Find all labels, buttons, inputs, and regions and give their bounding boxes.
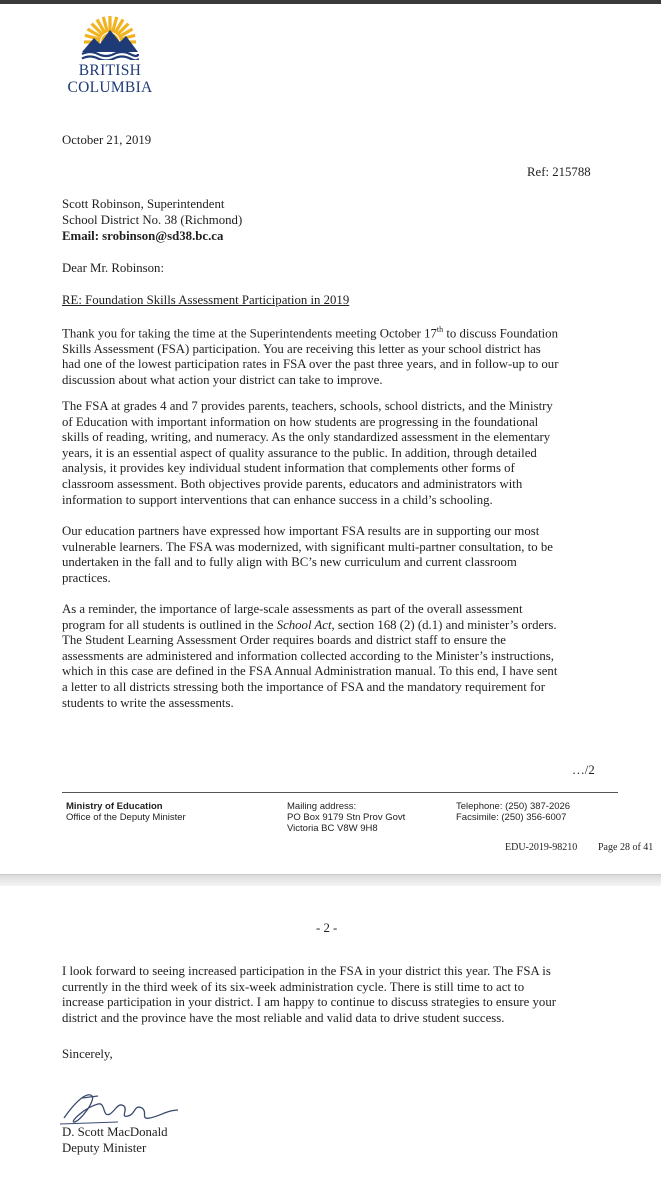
footer-mailing-line2: Victoria BC V8W 9H8: [287, 823, 378, 834]
paragraph-line: analysis, it provides key individual student information that complements other forms of: [62, 461, 515, 476]
paragraph-1: [62, 322, 622, 389]
text-run: , section 168 (2) (d.1) and minister’s orders.: [331, 617, 557, 632]
paragraph-line: I look forward to seeing increased participation in the FSA in your district this year. The FSA is: [62, 964, 551, 978]
paragraph-line: assessments are administered and information collected according to the Minister’s instructions,: [62, 648, 554, 663]
paragraph-line: classroom assessment. Both objectives provide parents, educators and administrators with: [62, 476, 523, 491]
paragraph-line: students to write the assessments.: [62, 695, 234, 710]
paragraph-line: district and the province have the most reliable and valid data to drive student success.: [62, 1010, 505, 1025]
letter-page-1: [0, 4, 661, 874]
document-id: EDU-2019-98210: [505, 842, 578, 853]
paragraph-line: information to support interventions that can enhance success in a child’s schooling.: [62, 492, 493, 507]
closing-paragraph: [62, 964, 622, 1026]
paragraph-2: [62, 399, 622, 508]
salutation: Dear Mr. Robinson:: [62, 261, 165, 275]
paragraph-line: Skills Assessment (FSA) participation. You are receiving this letter as your school district has: [62, 341, 541, 356]
paragraph-4: [62, 602, 622, 711]
letter-page-2: [0, 886, 661, 1200]
page-separator: [0, 874, 661, 886]
paragraph-line: which in this case are defined in the FSA Annual Administration manual. To this end, I have sent: [62, 664, 558, 679]
paragraph-line: The Student Learning Assessment Order requires boards and district staff to ensure the: [62, 633, 506, 648]
paragraph-line: As a reminder, the importance of large-scale assessments as part of the overall assessment: [62, 602, 523, 616]
footer-office: Office of the Deputy Minister: [66, 812, 186, 823]
letter-date: October 21, 2019: [62, 133, 152, 147]
paragraph-3: [62, 524, 622, 586]
subject-line: RE: Foundation Skills Assessment Participation in 2019: [62, 293, 350, 307]
footer-divider: [62, 792, 618, 793]
recipient-district: School District No. 38 (Richmond): [62, 213, 243, 227]
footer-telephone: Telephone: (250) 387-2026: [456, 801, 571, 812]
bc-government-logo: [60, 12, 160, 98]
handwritten-signature: [58, 1088, 188, 1128]
signer-title: Deputy Minister: [62, 1141, 147, 1155]
superscript: th: [436, 325, 444, 334]
paragraph-line: had one of the lowest participation rates in FSA over the past three years, and in follow-up to our: [62, 357, 559, 372]
paragraph-line: undertaken in the fall and to fully align with BC’s new curriculum and current classroom: [62, 555, 517, 570]
paragraph-line: of Education with important information on how students are progressing in the foundational: [62, 414, 539, 429]
text-run: to discuss Foundation: [443, 326, 558, 341]
paragraph-line: a letter to all districts stressing both the importance of FSA and the mandatory requirement for: [62, 679, 545, 694]
italic-text: School Act: [276, 617, 332, 632]
paragraph-line: The FSA at grades 4 and 7 provides parents, teachers, schools, school districts, and the Ministry: [62, 399, 553, 413]
logo-text-british: BRITISH: [78, 62, 142, 79]
text-run: Thank you for taking the time at the Superintendents meeting October 17: [62, 326, 437, 341]
paragraph-line: vulnerable learners. The FSA was modernized, with significant multi-partner consultation, to be: [62, 539, 553, 554]
recipient-email: Email: srobinson@sd38.bc.ca: [62, 229, 224, 243]
paragraph-line: [62, 322, 622, 342]
signer-name: D. Scott MacDonald: [62, 1125, 168, 1139]
paragraph-line: currently in the third week of its six-week administration cycle. There is still time to act to: [62, 979, 525, 994]
text-run: program for all students is outlined in the: [62, 617, 277, 632]
sign-off: Sincerely,: [62, 1047, 113, 1061]
paragraph-line: Our education partners have expressed how important FSA results are in supporting our most: [62, 524, 540, 538]
paragraph-line: practices.: [62, 570, 111, 585]
paragraph-line: discussion about what action your district can take to improve.: [62, 373, 383, 388]
paragraph-line: years, it is an essential aspect of quality assurance to the public. In addition, through detailed: [62, 445, 537, 460]
footer-facsimile: Facsimile: (250) 356-6007: [456, 812, 567, 823]
paragraph-line: [62, 618, 622, 634]
footer-ministry: Ministry of Education: [66, 801, 163, 812]
paragraph-line: skills of reading, writing, and numeracy. As the only standardized assessment in the elementary: [62, 430, 551, 445]
bc-sun-mountain-icon: [80, 12, 140, 60]
footer-mailing-label: Mailing address:: [287, 801, 357, 812]
logo-text-columbia: COLUMBIA: [67, 79, 153, 96]
footer-mailing-line1: PO Box 9179 Stn Prov Govt: [287, 812, 406, 823]
paragraph-line: increase participation in your district. I am happy to continue to discuss strategies to ensure your: [62, 995, 556, 1010]
continued-marker: …/2: [572, 763, 595, 777]
page-indicator: Page 28 of 41: [598, 842, 654, 853]
page-number: - 2 -: [316, 921, 338, 935]
reference-number: Ref: 215788: [527, 165, 591, 179]
recipient-name: Scott Robinson, Superintendent: [62, 197, 225, 211]
